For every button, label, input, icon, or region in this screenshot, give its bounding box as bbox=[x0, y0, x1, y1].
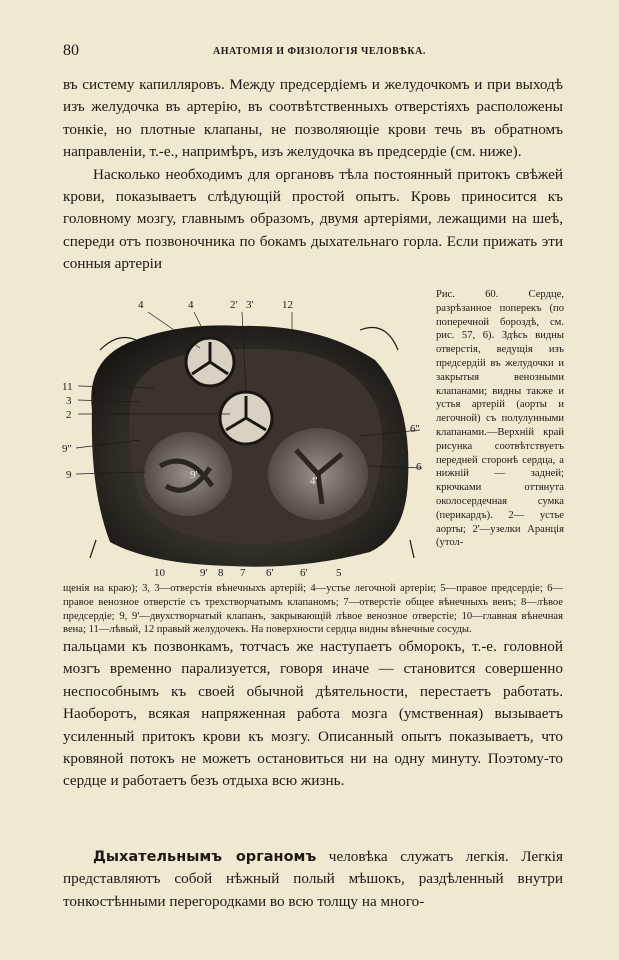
figure-label: 4 bbox=[188, 299, 194, 311]
figure-label: 9 bbox=[66, 469, 72, 481]
left-venous-orifice bbox=[144, 432, 232, 516]
figure-caption-side bbox=[436, 288, 564, 550]
paragraph-4-lead: Дыхательнымъ органомъ bbox=[93, 849, 317, 865]
hook-bottom-right bbox=[410, 540, 414, 558]
paragraph-4-text bbox=[63, 846, 563, 913]
hook-bottom-left bbox=[90, 540, 96, 558]
figure-label: 4' bbox=[310, 475, 318, 487]
figure-label: 3' bbox=[246, 299, 254, 311]
page-header bbox=[63, 40, 563, 64]
figure-label: 9' bbox=[190, 469, 198, 481]
figure-label: 2' bbox=[230, 299, 238, 311]
paragraph-1 bbox=[63, 74, 563, 276]
paragraph-4 bbox=[63, 846, 563, 913]
hook-top-right bbox=[360, 328, 398, 351]
figure-label: 3 bbox=[66, 395, 72, 407]
paragraph-4-body: человѣка служатъ легкія. Легкія представляютъ собой нѣжный полый мѣшокъ, раздѣленный внутри тонкостѣнными перегородками во всю толщу на много- bbox=[63, 848, 563, 910]
figure-caption-bottom bbox=[63, 582, 563, 637]
paragraph-3 bbox=[63, 636, 563, 793]
figure-label: 9' bbox=[200, 567, 208, 579]
figure-label: 6' bbox=[300, 567, 308, 579]
paragraph-2-text: Насколько необходимъ для органовъ тѣла постоянный притокъ свѣжей крови, показываетъ слѣдующій простой опытъ. Кровь приносится къ головному мозгу, главнымъ образомъ, двумя артеріями, лежащими на шеѣ, спереди отъ позвоночника по бокамъ дыхательнаго горла. Если прижать эти сонныя артеріи bbox=[63, 165, 563, 273]
heart-cross-section-figure bbox=[60, 290, 430, 590]
page-number: 80 bbox=[63, 42, 79, 59]
figure-label: 6' bbox=[266, 567, 274, 579]
caption-bottom-text: щенія на краю); 3, 3—отверстія вѣнечныхъ артерій; 4—устье легочной артеріи; 5—правое предсердіе; 6—правое венозное отверстіе съ трехстворчатымъ клапаномъ; 7—отверстіе общее вѣнечныхъ венъ; 8—лѣвое предсердіе; 9, 9'—двухстворчатый клапанъ, закрывающій лѣвое венозное отверстіе; 10—главная вѣнечная вена; 11—лѣвый, 12 правый желудочекъ. На поверхности сердца видны вѣнечные сосуды. bbox=[63, 583, 563, 636]
figure-label: 8 bbox=[218, 567, 224, 579]
figure-label: 7 bbox=[240, 567, 246, 579]
figure-label: 12 bbox=[282, 299, 293, 311]
figure-label: 5 bbox=[336, 567, 342, 579]
figure-label: 6 bbox=[416, 461, 422, 473]
running-head: АНАТОМІЯ И ФИЗІОЛОГІЯ ЧЕЛОВѢКА. bbox=[213, 46, 426, 57]
caption-side-text: Рис. 60. Сердце, разрѣзанное поперекъ (по поперечной бороздѣ, см. рис. 57, 6). Здѣсь видны отверстія, ведущія изъ предсердій въ желудочки и закрытыя венозными клапанами; видны также и устья артерій (аорты и легочной) съ полулунными клапанами.—Верхній край рисунка соотвѣтствуетъ передней сторонѣ сердца, а нижній — задней; крючками оттянута околосердечная сумка (перикардъ). 2— устье аорты; 2'—узелки Аранція (утол- bbox=[436, 289, 564, 549]
figure-label: 4 bbox=[138, 299, 144, 311]
figure-label: 9'' bbox=[62, 443, 72, 455]
figure-label: 11 bbox=[62, 381, 73, 393]
paragraph-3-text: пальцами къ позвонкамъ, тотчасъ же наступаетъ обморокъ, т.-е. головной мозгъ временно парализуется, говоря иначе — становится совершенно неспособнымъ къ своей обычной дѣятельности, перестаетъ работать. Наоборотъ, всякая напряженная работа мозга (умственная) вызываетъ усиленный притокъ крови къ мозгу. Описанный опытъ показываетъ, что кровяной потокъ не можетъ остановиться ни на одну минуту. Поэтому-то сердце и работаетъ безъ отдыха всю жизнь. bbox=[63, 638, 563, 790]
figure-label: 10 bbox=[154, 567, 165, 579]
figure-label: 6'' bbox=[410, 423, 420, 435]
figure-label: 2 bbox=[66, 409, 72, 421]
paragraph-1-text: въ систему капилляровъ. Между предсердіемъ и желудочкомъ и при выходѣ изъ желудочка въ артерію, въ соотвѣтственныхъ отверстіяхъ расположены тонкіе, но плотные клапаны, не позволяющіе крови течь въ обратномъ направленіи, т.-е., напримѣръ, изъ желудочка въ предсердіе (см. ниже). bbox=[63, 76, 563, 161]
